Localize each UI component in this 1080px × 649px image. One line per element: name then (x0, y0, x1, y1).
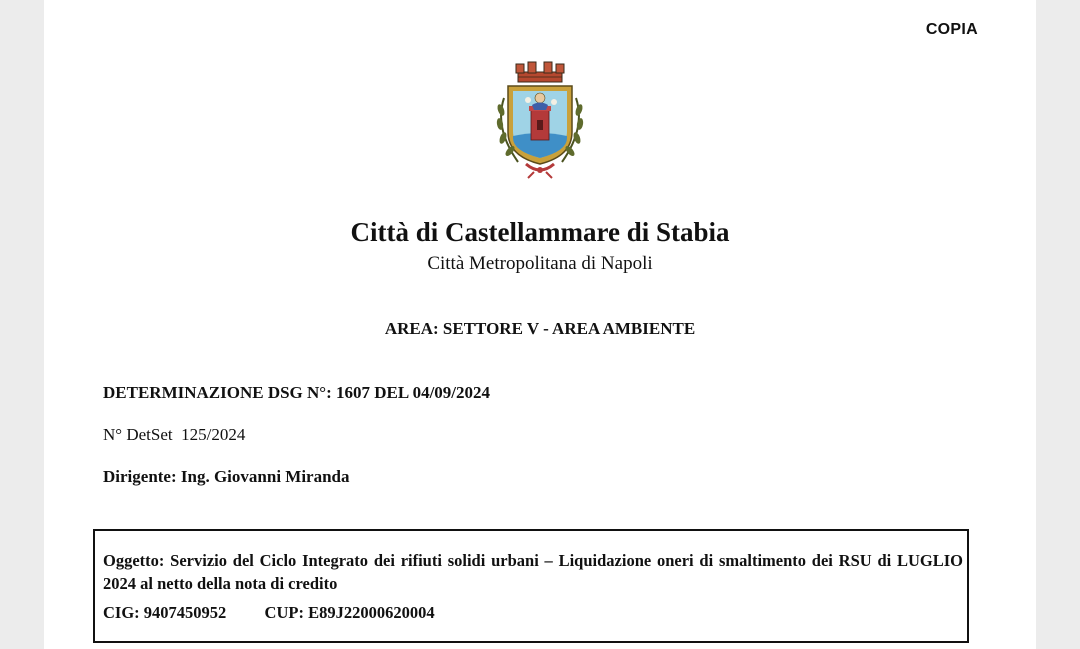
cig-value: 9407450952 (143, 603, 227, 622)
detset-value: 125/2024 (181, 425, 246, 444)
codes-line (103, 603, 435, 623)
cup-value: E89J22000620004 (308, 603, 435, 622)
determination-del-label: DEL (374, 383, 409, 402)
manager-label: Dirigente: (103, 467, 177, 486)
determination-date: 04/09/2024 (412, 383, 491, 402)
coat-of-arms-icon (490, 58, 590, 180)
city-title: Città di Castellammare di Stabia (350, 217, 730, 247)
copy-label: COPIA (925, 21, 978, 38)
detset-label: N° DetSet (103, 425, 173, 444)
subject-text: Oggetto: Servizio del Ciclo Integrato dei rifiuti solidi urbani – Liquidazione oneri di smaltimento dei RSU di LUGLIO 2024 al netto della nota di credito (103, 551, 963, 593)
city-subtitle: Città Metropolitana di Napoli (427, 253, 653, 274)
cup-label: CUP: (264, 603, 304, 622)
area-heading: AREA: SETTORE V - AREA AMBIENTE (384, 319, 696, 338)
detset-line (103, 425, 245, 445)
document-page (44, 0, 1036, 649)
cig-label: CIG: (103, 603, 140, 622)
crown-icon (516, 62, 564, 82)
shield-icon (508, 86, 572, 164)
determination-label: DETERMINAZIONE DSG N°: (103, 383, 332, 402)
manager-name: Ing. Giovanni Miranda (180, 467, 350, 486)
ribbon-icon (526, 164, 554, 178)
manager-line (103, 467, 350, 487)
determination-number: 1607 (336, 383, 371, 402)
determination-line (103, 383, 490, 403)
subject-box (93, 529, 969, 643)
